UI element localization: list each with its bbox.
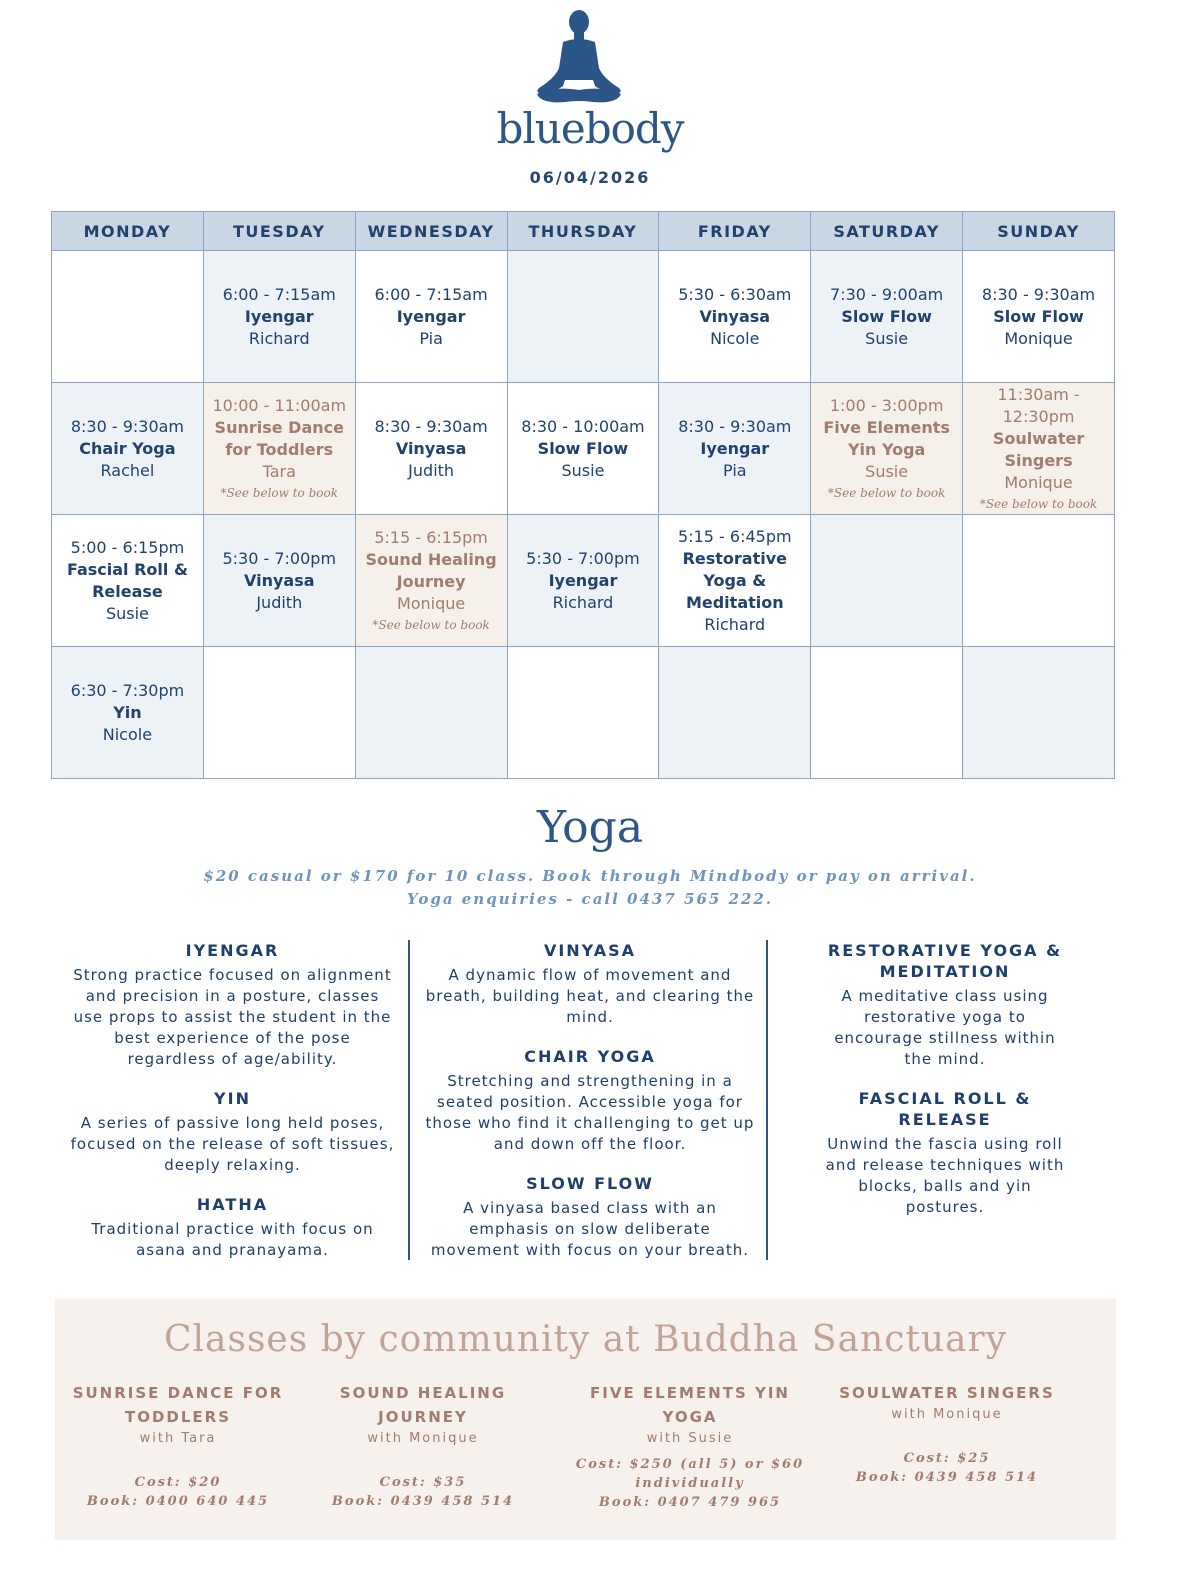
timetable-row <box>52 647 1115 779</box>
column-divider <box>766 940 768 1260</box>
empty-cell <box>507 251 659 383</box>
day-header-wednesday: WEDNESDAY <box>355 212 507 251</box>
class-teacher: Nicole <box>710 328 760 348</box>
class-name: Fascial Roll & Release <box>66 559 188 601</box>
schedule-date: 06/04/2026 <box>529 168 651 187</box>
community-section <box>55 1299 1116 1540</box>
yoga-pricing: $20 casual or $170 for 10 class. Book through Mindbody or pay on arrival. <box>203 867 977 885</box>
community-class-name: FIVE ELEMENTS YIN YOGA <box>590 1384 790 1426</box>
class-teacher: Susie <box>105 603 149 623</box>
class-time: 5:00 - 6:15pm <box>70 537 185 557</box>
brand-name: bluebody <box>496 104 684 153</box>
class-teacher: Monique <box>1004 472 1073 492</box>
class-description-title: SLOW FLOW <box>526 1174 654 1193</box>
class-name: Slow Flow <box>993 306 1084 326</box>
class-time: 1:00 - 3:00pm <box>829 395 944 415</box>
community-class-cost: Cost: $35 <box>379 1475 467 1490</box>
community-class-name: SOUND HEALING JOURNEY <box>339 1384 507 1426</box>
class-description-title: FASCIAL ROLL & RELEASE <box>858 1089 1032 1129</box>
class-cell <box>52 515 204 647</box>
yoga-title: Yoga <box>536 802 644 853</box>
class-cell <box>52 647 204 779</box>
community-class-booking: Book: 0400 640 445 <box>86 1494 270 1509</box>
booking-note: *See below to book <box>979 496 1098 511</box>
class-name: Vinyasa <box>395 438 467 458</box>
class-time: 5:30 - 7:00pm <box>526 548 640 568</box>
class-cell <box>659 251 811 383</box>
class-cell <box>811 383 963 515</box>
class-name: Vinyasa <box>244 570 315 590</box>
class-time: 6:00 - 7:15am <box>222 284 336 304</box>
booking-note: *See below to book <box>220 485 338 500</box>
class-name: Yin <box>113 702 142 722</box>
empty-cell <box>203 647 355 779</box>
meditation-figure-icon <box>533 8 625 108</box>
class-cell <box>355 383 507 515</box>
spacer <box>58 1449 298 1473</box>
class-description-title: YIN <box>214 1089 251 1108</box>
class-teacher: Rachel <box>100 460 155 480</box>
class-cell <box>203 251 355 383</box>
empty-cell <box>963 515 1115 647</box>
class-teacher: Richard <box>704 614 766 634</box>
class-name: Iyengar <box>700 438 770 458</box>
description-column-2 <box>425 940 755 1279</box>
description-column-3 <box>820 940 1070 1236</box>
class-time: 5:30 - 6:30am <box>678 284 792 304</box>
day-header-friday: FRIDAY <box>659 212 811 251</box>
community-class-name: SOULWATER SINGERS <box>839 1384 1055 1402</box>
community-class-booking: Book: 0407 479 965 <box>598 1495 782 1510</box>
class-teacher: Susie <box>865 328 909 348</box>
community-class <box>827 1381 1067 1487</box>
class-cell <box>355 251 507 383</box>
community-class-booking: Book: 0439 458 514 <box>855 1470 1039 1485</box>
class-time: 6:00 - 7:15am <box>374 284 488 304</box>
empty-cell <box>811 515 963 647</box>
column-divider <box>408 940 410 1260</box>
timetable-row <box>52 383 1115 515</box>
empty-cell <box>963 647 1115 779</box>
class-cell <box>811 251 963 383</box>
class-time: 11:30am - 12:30pm <box>997 384 1080 426</box>
class-teacher: Susie <box>865 461 909 481</box>
empty-cell <box>659 647 811 779</box>
class-teacher: Nicole <box>102 724 153 744</box>
class-cell <box>203 515 355 647</box>
class-description-text: A dynamic flow of movement and breath, building heat, and clearing the mind. <box>425 966 755 1026</box>
class-name: Iyengar <box>244 306 314 326</box>
class-description-text: A meditative class using restorative yoga to encourage stillness within the mind. <box>834 987 1056 1068</box>
day-header-thursday: THURSDAY <box>507 212 659 251</box>
class-time: 7:30 - 9:00am <box>830 284 944 304</box>
class-name: Sunrise Dance for Toddlers <box>214 417 344 459</box>
class-cell <box>52 383 204 515</box>
class-time: 6:30 - 7:30pm <box>70 680 185 700</box>
class-description-text: A vinyasa based class with an emphasis on slow deliberate movement with focus on your breath. <box>430 1199 750 1259</box>
class-teacher: Tara <box>262 461 296 481</box>
class-teacher: Richard <box>552 592 614 612</box>
community-class-teacher: with Monique <box>367 1431 479 1446</box>
class-name: Sound Healing Journey <box>365 549 497 591</box>
community-class-teacher: with Monique <box>891 1407 1003 1422</box>
community-title: Classes by community at Buddha Sanctuary <box>163 1319 1008 1360</box>
class-time: 8:30 - 9:30am <box>981 284 1096 304</box>
class-time: 5:30 - 7:00pm <box>222 548 337 568</box>
community-class <box>303 1381 543 1511</box>
community-class-cost: Cost: $20 <box>134 1475 222 1490</box>
class-name: Chair Yoga <box>79 438 176 458</box>
day-header-tuesday: TUESDAY <box>203 212 355 251</box>
class-name: Soulwater Singers <box>992 428 1085 470</box>
weekly-timetable <box>51 211 1115 779</box>
community-class <box>570 1381 810 1512</box>
community-class-name: SUNRISE DANCE FOR TODDLERS <box>72 1384 284 1426</box>
class-name: Iyengar <box>396 306 466 326</box>
community-class-booking: Book: 0439 458 514 <box>331 1494 515 1509</box>
community-class <box>58 1381 298 1511</box>
timetable-row <box>52 251 1115 383</box>
spacer <box>827 1425 1067 1449</box>
class-description-title: CHAIR YOGA <box>524 1047 656 1066</box>
class-teacher: Susie <box>561 460 605 480</box>
class-teacher: Judith <box>256 592 303 612</box>
class-description-text: Unwind the fascia using roll and release techniques with blocks, balls and yin postures. <box>825 1135 1065 1216</box>
class-name: Restorative Yoga & Meditation <box>682 548 788 612</box>
class-time: 5:15 - 6:45pm <box>678 526 792 546</box>
yoga-enquiries: Yoga enquiries - call 0437 565 222. <box>406 890 774 908</box>
empty-cell <box>355 647 507 779</box>
class-time: 8:30 - 10:00am <box>521 416 645 436</box>
class-time: 5:15 - 6:15pm <box>374 527 488 547</box>
day-header-sunday: SUNDAY <box>963 212 1115 251</box>
day-header-saturday: SATURDAY <box>811 212 963 251</box>
class-description-text: Stretching and strengthening in a seated position. Accessible yoga for those who find it challenging to get up and down off the floor. <box>425 1072 755 1153</box>
class-name: Slow Flow <box>537 438 629 458</box>
class-description-title: VINYASA <box>543 941 637 960</box>
class-cell <box>659 515 811 647</box>
class-teacher: Pia <box>723 460 747 480</box>
empty-cell <box>507 647 659 779</box>
community-class-cost: Cost: $25 <box>903 1451 991 1466</box>
class-cell <box>659 383 811 515</box>
spacer <box>303 1449 543 1473</box>
class-time: 8:30 - 9:30am <box>70 416 185 436</box>
class-cell <box>507 515 659 647</box>
class-teacher: Monique <box>1004 328 1073 348</box>
class-time: 8:30 - 9:30am <box>374 416 488 436</box>
class-teacher: Monique <box>396 593 466 613</box>
class-time: 8:30 - 9:30am <box>678 416 792 436</box>
class-time: 10:00 - 11:00am <box>212 395 347 415</box>
day-header-monday: MONDAY <box>52 212 204 251</box>
class-name: Iyengar <box>548 570 618 590</box>
empty-cell <box>52 251 204 383</box>
class-name: Five Elements Yin Yoga <box>823 417 950 459</box>
class-description-title: IYENGAR <box>185 941 280 960</box>
booking-note: *See below to book <box>827 485 946 500</box>
class-description-title: RESTORATIVE YOGA & MEDITATION <box>827 941 1063 981</box>
class-cell <box>355 515 507 647</box>
community-class-cost: Cost: $250 (all 5) or $60 individually <box>575 1457 805 1491</box>
class-teacher: Pia <box>419 328 443 348</box>
class-name: Slow Flow <box>841 306 932 326</box>
class-cell <box>963 251 1115 383</box>
class-description-title: HATHA <box>196 1195 269 1214</box>
class-description-text: Strong practice focused on alignment and precision in a posture, classes use props to assist the student in the best experience of the pose regardless of age/ability. <box>73 966 392 1068</box>
empty-cell <box>811 647 963 779</box>
class-description-text: A series of passive long held poses, focused on the release of soft tissues, deeply relaxing. <box>70 1114 395 1174</box>
class-cell <box>963 383 1115 515</box>
class-cell <box>203 383 355 515</box>
class-cell <box>507 383 659 515</box>
description-column-1 <box>70 940 395 1279</box>
class-description-text: Traditional practice with focus on asana and pranayama. <box>91 1220 374 1259</box>
community-class-teacher: with Tara <box>139 1431 217 1446</box>
class-teacher: Richard <box>248 328 310 348</box>
class-name: Vinyasa <box>699 306 771 326</box>
booking-note: *See below to book <box>372 617 490 632</box>
class-teacher: Judith <box>408 460 455 480</box>
community-class-teacher: with Susie <box>646 1431 734 1446</box>
timetable-row <box>52 515 1115 647</box>
